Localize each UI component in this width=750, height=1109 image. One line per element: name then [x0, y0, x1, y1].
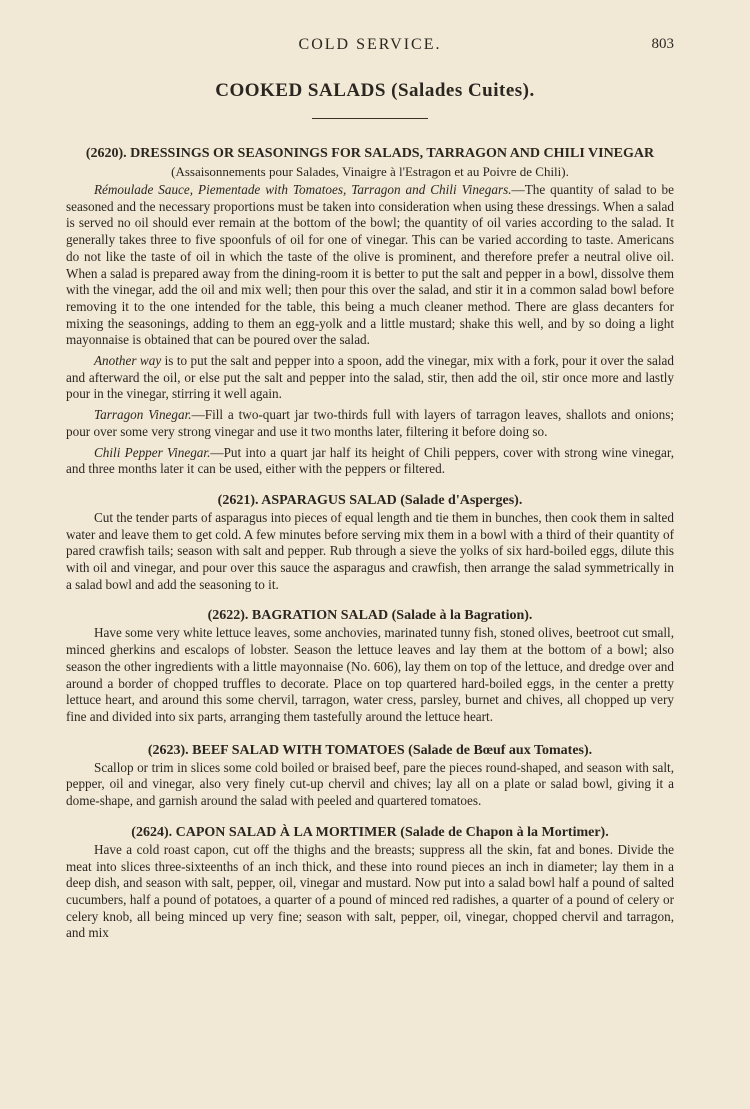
recipe-subheading: (Assaisonnements pour Salades, Vinaigre à l'Estragon et au Poivre de Chili). — [171, 164, 569, 179]
recipe-paragraph — [66, 625, 674, 725]
paragraph-text: is to put the salt and pepper into a spoon, add the vinegar, mix with a fork, pour it over the salad and afterward the oil, or else put the salt and pepper into the salad, stir, then add the oil, stir once more and lastly pour in the vinegar, stirring it well again. — [66, 353, 674, 402]
page-number: 803 — [651, 36, 674, 52]
paragraph-text: —The quantity of salad to be seasoned and the necessary proportions must be taken into consideration when using these dressings. When a salad is served no oil should ever remain at the bottom of the bowl; the quantity of oil varies according to the salad. It generally takes three to five spoonfuls of oil for one of vinegar. This can be varied according to taste. Americans do not like the taste of oil in which the taste of the olive is prominent, and therefore prefer a neutral olive oil. When a salad is prepared away from the dining-room it is better to put the salt and pepper in a bowl, dissolve them with the vinegar, add the oil and mix well; then pour this over the salad, and stir it in a common salad bowl before removing it to the one intended for the table, this being a much cleaner method. There are glass decanters for mixing the seasonings, adding to them an egg-yolk and a little mustard; shake this well, and by so doing a light mayonnaise is obtained that can be poured over the salad. — [66, 182, 674, 348]
recipe-paragraph — [66, 510, 674, 594]
recipe-heading: (2622). BAGRATION SALAD (Salade à la Bagration). — [207, 608, 533, 624]
recipe-paragraph — [66, 842, 674, 942]
paragraph-text: Cut the tender parts of asparagus into pieces of equal length and tie them in bunches, then cook them in salted water and leave them to get cold. A few minutes before serving mix them in a bowl with a third of their quantity of pared crawfish tails; season with salt and pepper. Rub through a sieve the yolks of six hard-boiled eggs, dilute this with oil and vinegar, and pour over this sauce the asparagus and crawfish, then arrange the salad symmetrically in a salad bowl and add the seasoning to it. — [66, 509, 674, 592]
recipe-paragraph — [66, 445, 674, 478]
recipe-paragraph — [66, 407, 674, 440]
section-title: COOKED SALADS (Salades Cuites). — [215, 80, 535, 101]
title-rule — [312, 118, 428, 119]
paragraph-lead: Another way — [94, 353, 162, 369]
recipe-heading: (2624). CAPON SALAD À LA MORTIMER (Salade de Chapon à la Mortimer). — [131, 824, 609, 840]
recipe-2620 — [66, 145, 674, 478]
running-title: COLD SERVICE. — [298, 36, 442, 53]
running-head — [66, 36, 674, 56]
recipe-2621 — [66, 492, 674, 594]
paragraph-lead: Rémoulade Sauce, Piementade with Tomatoes, Tarragon and Chili Vinegars. — [94, 182, 512, 197]
recipe-2622 — [66, 607, 674, 725]
paragraph-lead: Chili Pepper Vinegar. — [94, 444, 211, 460]
page-content — [66, 145, 674, 942]
recipe-2624 — [66, 824, 674, 942]
recipe-paragraph — [66, 760, 674, 810]
paragraph-lead: Tarragon Vinegar. — [94, 407, 192, 423]
paragraph-text: —Fill a two-quart jar two-thirds full with layers of tarragon leaves, shallots and onions; pour over some very strong vinegar and use it two months later, filtering it before doing so. — [66, 407, 675, 439]
recipe-paragraph — [66, 182, 674, 349]
recipe-heading: (2623). BEEF SALAD WITH TOMATOES (Salade de Bœuf aux Tomates). — [147, 742, 593, 758]
recipe-heading: (2621). ASPARAGUS SALAD (Salade d'Asperges). — [217, 492, 523, 508]
paragraph-text: Have some very white lettuce leaves, some anchovies, marinated tunny fish, stoned olives, beetroot cut small, minced gherkins and escalops of lobster. Season the lettuce leaves and lay them at the bottom of a bowl; also season the other ingredients with a little mayonnaise (No. 606), lay them on top of the lettuce, and dredge over and around a border of chopped truffles to decorate. Place on top quartered hard-boiled eggs, in the center a pretty lettuce heart, and around this some chervil, tarragon, water cress, parsley, burnet and chives, all chopped up very fine and divided into six parts, arranging them tastefully around the lettuce heart. — [66, 625, 674, 724]
recipe-paragraph — [66, 353, 674, 403]
paragraph-text: Have a cold roast capon, cut off the thighs and the breasts; suppress all the skin, fat and bones. Divide the meat into slices three-sixteenths of an inch thick, and these into round pieces an inch in diameter; lay them in a deep dish, and season with salt, pepper, oil, vinegar and mustard. Now put into a salad bowl half a pound of salted cucumbers, half a pound of potatoes, a quarter of a pound of minced red radishes, a quarter of a pound of celery or celery knob, all being minced up very fine; season with salt, pepper, oil, vinegar, chopped chervil and tarragon, and mix — [66, 841, 674, 941]
paragraph-text: —Put into a quart jar half its height of Chili peppers, cover with strong wine vinegar, and three months later it can be used, either with the peppers or filtered. — [66, 444, 674, 477]
recipe-2623 — [66, 742, 674, 810]
recipe-heading: (2620). DRESSINGS OR SEASONINGS FOR SALADS, TARRAGON AND CHILI VINEGAR — [85, 146, 655, 161]
paragraph-text: Scallop or trim in slices some cold boiled or braised beef, pare the pieces round-shaped, and season with salt, pepper, oil and vinegar, also very finely cut-up chervil and chives; lay all on a plate or salad bowl, giving it a dome-shape, and garnish around the salad with peeled and quartered tomatoes. — [66, 759, 674, 809]
